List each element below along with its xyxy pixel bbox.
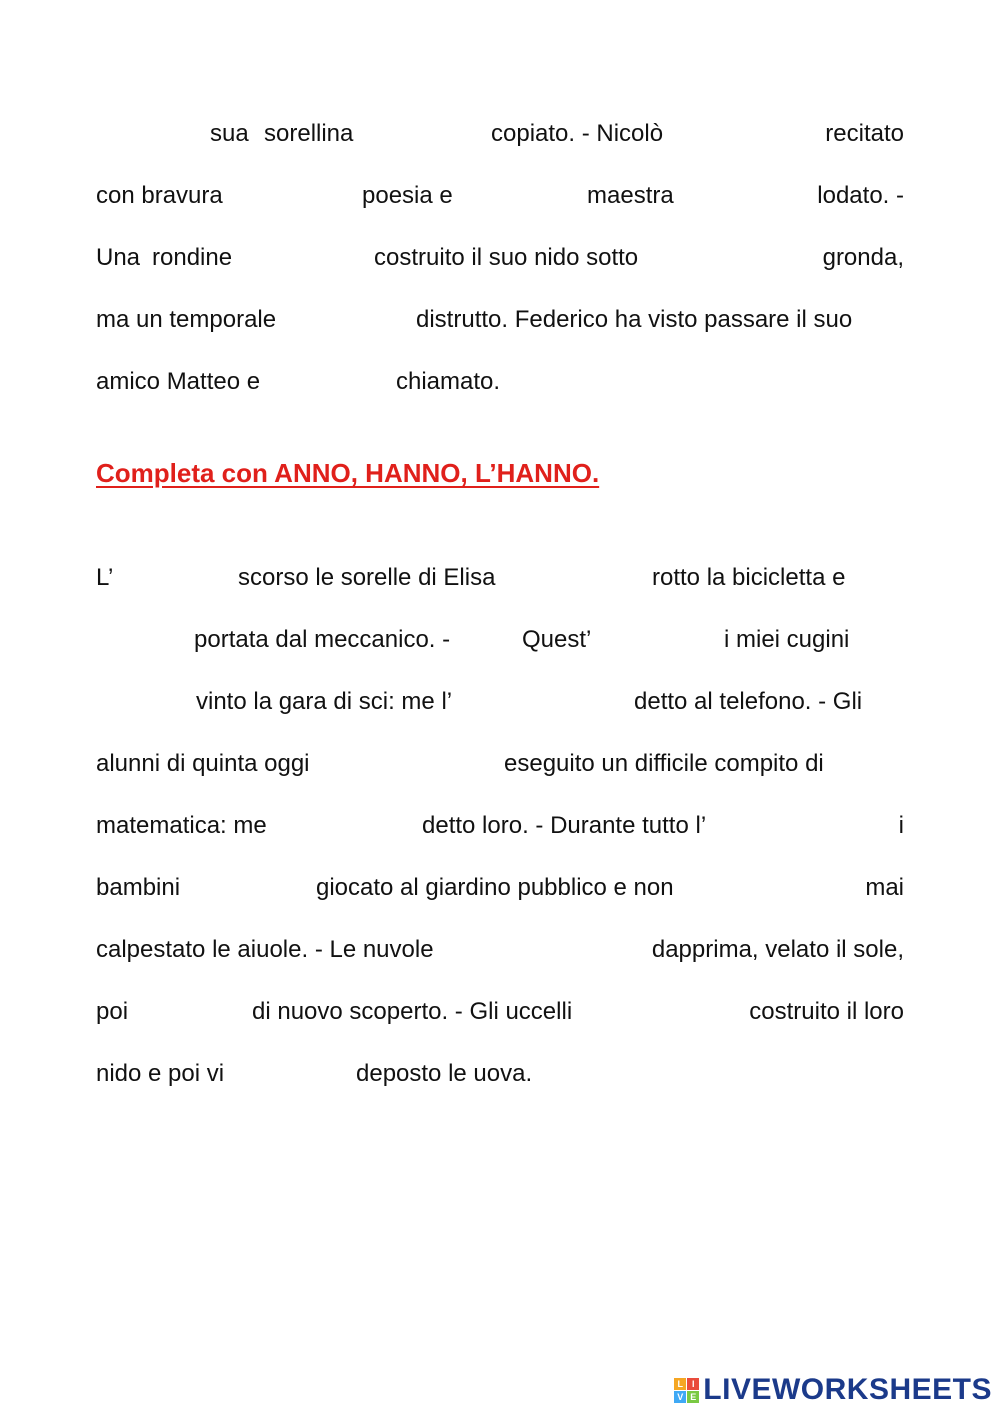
text-fragment: chiamato. — [396, 368, 501, 395]
text-fragment: rotto la bicicletta e — [652, 564, 846, 591]
exercise-line — [96, 746, 904, 782]
exercise-line — [96, 178, 904, 214]
exercise-line — [96, 560, 904, 596]
blank-input[interactable] — [538, 562, 652, 596]
text-fragment: ma un temporale — [96, 306, 277, 333]
text-fragment: con bravura — [96, 182, 223, 209]
text-fragment: nido e poi vi — [96, 1060, 225, 1087]
text-fragment: calpestato le aiuole. - Le nuvole — [96, 936, 434, 963]
text-fragment: lodato. - — [817, 182, 904, 209]
text-fragment: copiato. - Nicolò — [491, 120, 664, 147]
liveworksheets-logo[interactable] — [674, 1373, 992, 1407]
exercise-line — [96, 116, 904, 152]
blank-input[interactable] — [306, 304, 410, 338]
text-fragment: recitato — [825, 120, 904, 147]
text-fragment: costruito il loro — [749, 998, 904, 1025]
logo-mark-cell: L — [674, 1378, 686, 1390]
blank-input[interactable] — [696, 118, 810, 152]
blank-input[interactable] — [376, 748, 500, 782]
text-fragment: Quest’ — [522, 626, 592, 653]
text-fragment: detto al telefono. - Gli — [634, 688, 863, 715]
text-fragment: poi — [96, 998, 129, 1025]
text-fragment: giocato al giardino pubblico e non — [316, 874, 674, 901]
exercise-line — [96, 932, 904, 968]
exercise-line — [96, 870, 904, 906]
logo-mark-cell: E — [687, 1391, 699, 1403]
text-fragment: sua — [210, 120, 249, 147]
blank-input[interactable] — [606, 624, 720, 658]
blank-input[interactable] — [746, 872, 860, 906]
brand-name: LIVEWORKSHEETS — [703, 1373, 992, 1406]
blank-input[interactable] — [302, 810, 416, 844]
text-fragment: maestra — [587, 182, 674, 209]
exercise-line — [96, 684, 904, 720]
text-fragment: gronda, — [822, 244, 904, 271]
blank-input[interactable] — [494, 934, 608, 968]
blank-input[interactable] — [138, 996, 252, 1030]
text-fragment: eseguito un difficile compito di — [504, 750, 824, 777]
text-fragment: matematica: me — [96, 812, 267, 839]
text-fragment: costruito il suo nido sotto — [374, 244, 639, 271]
exercise-line — [96, 622, 904, 658]
text-fragment: rondine — [152, 244, 233, 271]
blank-input[interactable] — [516, 686, 630, 720]
text-fragment: alunni di quinta oggi — [96, 750, 310, 777]
text-fragment: poesia e — [362, 182, 453, 209]
text-fragment: scorso le sorelle di Elisa — [238, 564, 496, 591]
exercise-heading: Completa con ANNO, HANNO, L’HANNO. — [96, 458, 600, 488]
blank-input[interactable] — [126, 562, 240, 596]
text-fragment: i miei cugini — [724, 626, 850, 653]
exercise-line — [96, 994, 904, 1030]
text-fragment: detto loro. - Durante tutto l’ — [422, 812, 707, 839]
blank-input[interactable] — [371, 118, 485, 152]
text-fragment: L’ — [96, 564, 114, 591]
text-fragment: sorellina — [264, 120, 354, 147]
text-fragment: vinto la gara di sci: me l’ — [196, 688, 453, 715]
exercise-line — [96, 808, 904, 844]
exercise-line — [96, 364, 904, 400]
text-fragment: Una — [96, 244, 141, 271]
text-fragment: portata dal meccanico. - — [194, 626, 451, 653]
text-fragment: di nuovo scoperto. - Gli uccelli — [252, 998, 573, 1025]
logo-mark-icon — [674, 1378, 699, 1403]
blank-input[interactable] — [616, 996, 730, 1030]
logo-mark-cell: V — [674, 1391, 686, 1403]
blank-input[interactable] — [696, 242, 810, 276]
text-fragment: distrutto. Federico ha visto passare il suo — [416, 306, 853, 333]
blank-input[interactable] — [471, 180, 585, 214]
text-fragment: deposto le uova. — [356, 1060, 533, 1087]
exercise-line — [96, 1056, 904, 1092]
text-fragment: dapprima, velato il sole, — [651, 936, 904, 963]
exercise-line — [96, 240, 904, 276]
text-fragment: i — [898, 812, 904, 839]
text-fragment: mai — [865, 874, 904, 901]
blank-input[interactable] — [244, 1058, 358, 1092]
exercise-line — [96, 302, 904, 338]
blank-input[interactable] — [696, 180, 800, 214]
blank-input[interactable] — [96, 624, 190, 658]
blank-input[interactable] — [246, 180, 360, 214]
logo-mark-cell: I — [687, 1378, 699, 1390]
blank-input[interactable] — [256, 242, 370, 276]
text-fragment: amico Matteo e — [96, 368, 261, 395]
blank-input[interactable] — [196, 872, 310, 906]
blank-input[interactable] — [778, 810, 892, 844]
blank-input[interactable] — [286, 366, 390, 400]
text-fragment: bambini — [96, 874, 181, 901]
